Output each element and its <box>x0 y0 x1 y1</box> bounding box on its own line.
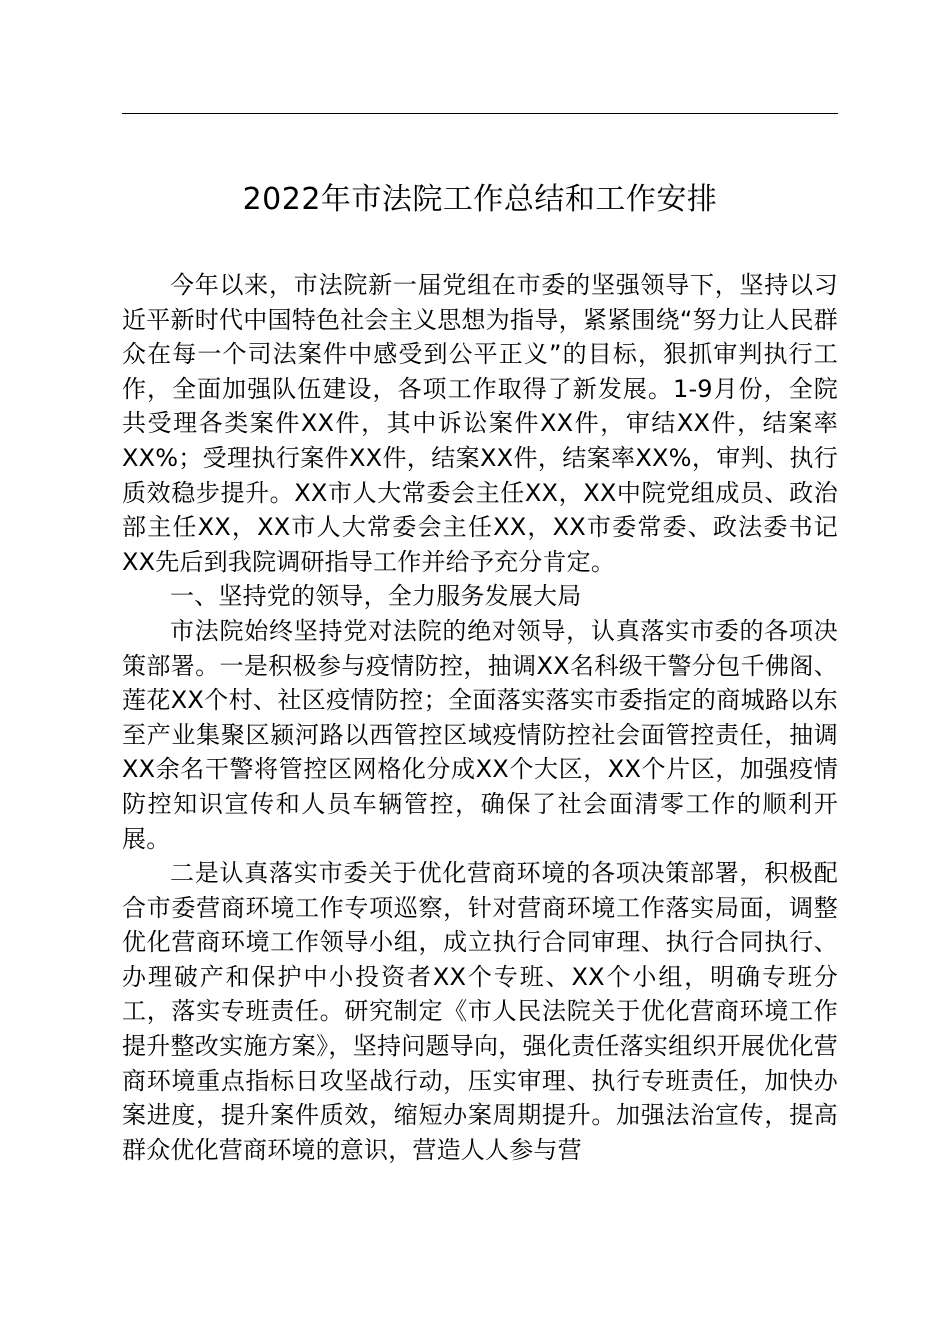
document-title: 2022年市法院工作总结和工作安排 <box>242 182 718 217</box>
paragraph-intro: 今年以来，市法院新一届党组在市委的坚强领导下，坚持以习近平新时代中国特色社会主义思想为指导，紧紧围绕“努力让人民群众在每一个司法案件中感受到公平正义”的目标，狠抓审判执行工作，全面加强队伍建设，各项工作取得了新发展。1-9月份，全院共受理各类案件XX件，其中诉讼案件XX件，审结XX件，结案率XX%；受理执行案件XX件，结案XX件，结案率XX%，审判、执行质效稳步提升。XX市人大常委会主任XX，XX中院党组成员、政治部主任XX，XX市人大常委会主任XX，XX市委常委、政法委书记XX先后到我院调研指导工作并给予充分肯定。 <box>122 271 838 576</box>
document-body <box>122 268 838 1167</box>
section-heading-1: 一、坚持党的领导，全力服务发展大局 <box>170 582 582 611</box>
header-rule <box>122 113 838 114</box>
paragraph-section1-part1: 市法院始终坚持党对法院的绝对领导，认真落实市委的各项决策部署。一是积极参与疫情防控，抽调XX名科级干警分包千佛阁、莲花XX个村、社区疫情防控；全面落实落实市委指定的商城路以东至产业集聚区颍河路以西管控区域疫情防控社会面管控责任，抽调XX余名干警将管控区网格化分成XX个大区，XX个片区，加强疫情防控知识宣传和人员车辆管控，确保了社会面清零工作的顺利开展。 <box>122 616 838 853</box>
paragraph-section1-part2: 二是认真落实市委关于优化营商环境的各项决策部署，积极配合市委营商环境工作专项巡察，针对营商环境工作落实局面，调整优化营商环境工作领导小组，成立执行合同审理、执行合同执行、办理破产和保护中小投资者XX个专班、XX个小组，明确专班分工，落实专班责任。研究制定《市人民法院关于优化营商环境工作提升整改实施方案》，坚持问题导向，强化责任落实组织开展优化营商环境重点指标日攻坚战行动，压实审理、执行专班责任，加快办案进度，提升案件质效，缩短办案周期提升。加强法治宣传，提高群众优化营商环境的意识，营造人人参与营 <box>122 859 838 1164</box>
